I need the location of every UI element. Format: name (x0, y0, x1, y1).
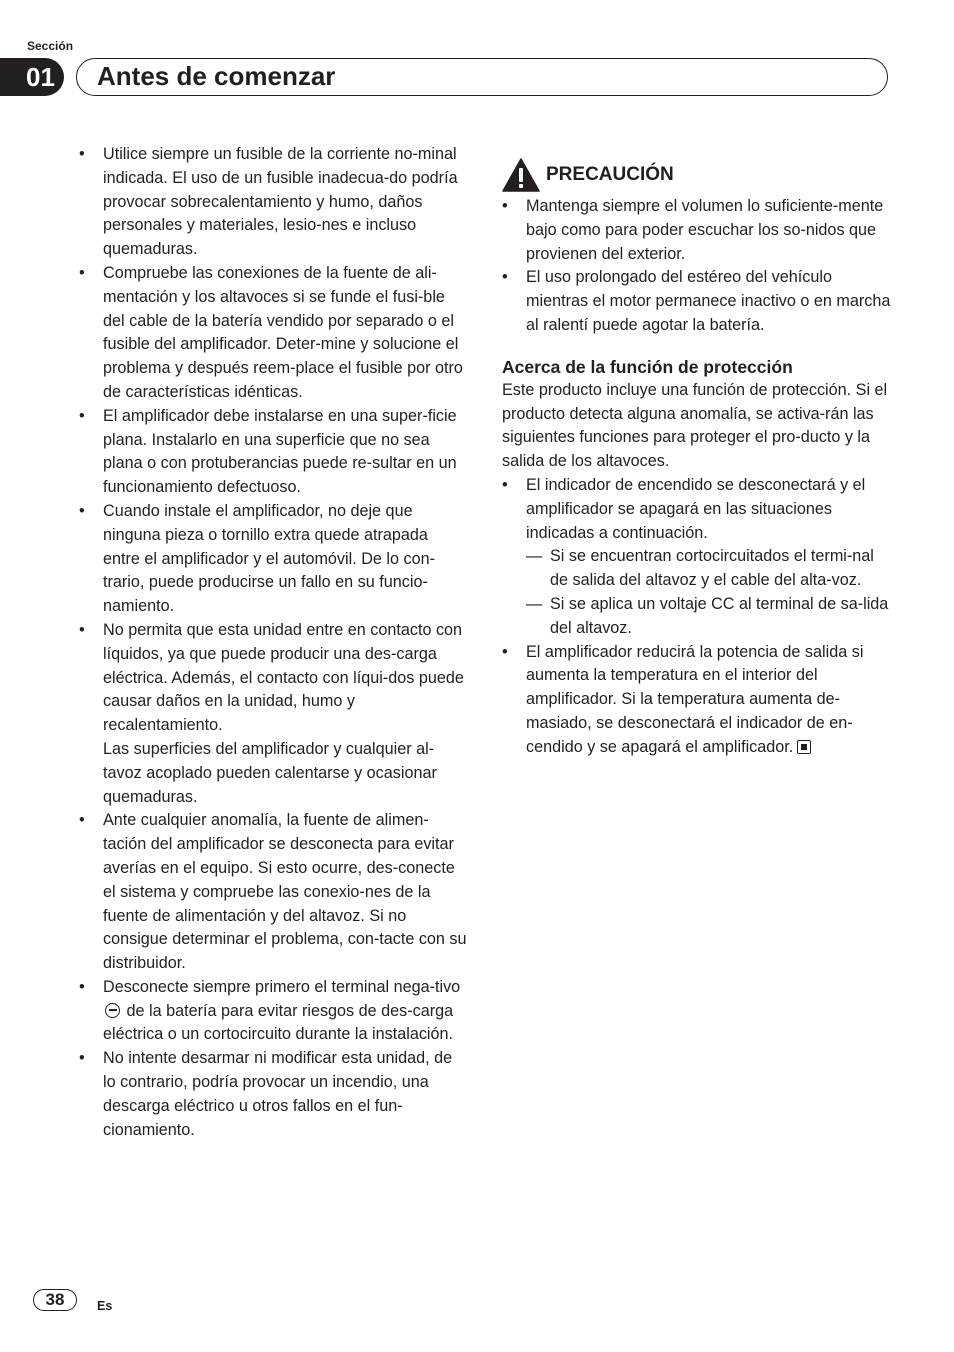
caution-list (502, 195, 894, 338)
list-item (79, 976, 469, 1047)
page-number: 38 (33, 1289, 77, 1311)
list-item: • El amplificador debe instalarse en una super-ficie plana. Instalarlo en una superficie que no sea plana o con protuberancias puede re-sultar en un funcionamiento defectuoso. (79, 405, 469, 500)
protection-heading: Acerca de la función de protección (502, 356, 793, 377)
left-column (79, 143, 469, 1142)
list-item: • No intente desarmar ni modificar esta unidad, de lo contrario, podría provocar un incendio, una descarga eléctrico u otros fallos en el fun-cionamiento. (79, 1047, 469, 1142)
list-item (502, 474, 894, 641)
left-bullet-list (79, 143, 469, 1142)
list-item: • Mantenga siempre el volumen lo suficiente-mente bajo como para poder escuchar los so-nidos que provienen del exterior. (502, 195, 894, 266)
right-column (502, 155, 894, 760)
list-item: • El uso prolongado del estéreo del vehículo mientras el motor permanece inactivo o en marcha al ralentí puede agotar la batería. (502, 266, 894, 337)
list-item (79, 619, 469, 809)
list-item: • Compruebe las conexiones de la fuente de ali-mentación y los altavoces si se funde el fusi-ble del cable de la batería vendido por separado o el fusible del amplificador. Deter-mine y solucione el problema y después reem-place el fusible por otro de características idénticas. (79, 262, 469, 405)
sub-list-item: — Si se encuentran cortocircuitados el termi-nal de salida del altavoz y el cable del alta-voz. (526, 545, 894, 593)
list-item-text-before: Desconecte siempre primero el terminal nega-tivo (103, 977, 461, 996)
protection-sublist (526, 545, 894, 640)
end-of-section-icon (797, 740, 811, 754)
section-number-tab: 01 (0, 58, 64, 96)
protection-list (502, 474, 894, 760)
list-item: • Utilice siempre un fusible de la corriente no-minal indicada. El uso de un fusible inadecua-do podría provocar sobrecalentamiento y humo, daños personales y materiales, lesio-nes e incluso quemaduras. (79, 143, 469, 262)
sub-list-item: — Si se aplica un voltaje CC al terminal de sa-lida del altavoz. (526, 593, 894, 641)
list-item-text-after: de la batería para evitar riesgos de des-carga eléctrica o un cortocircuito durante la instalación. (103, 1001, 454, 1044)
section-label: Sección (27, 39, 74, 53)
caution-header (502, 155, 894, 195)
list-item-text: No permita que esta unidad entre en contacto con líquidos, ya que puede producir una des-carga eléctrica. Además, el contacto con líqui-dos puede causar daños en la unidad, humo y recalentamiento. (103, 620, 464, 735)
minus-terminal-icon (105, 1003, 120, 1018)
protection-intro: Este producto incluye una función de protección. Si el producto detecta alguna anomalía, se activa-rán las siguientes funciones para proteger el pro-ducto y la salida de los altavoces. (502, 380, 888, 471)
list-item (502, 641, 894, 760)
list-item: • Ante cualquier anomalía, la fuente de alimen-tación del amplificador se desconecta para evitar averías en el equipo. Si esto ocurre, des-conecte el sistema y compruebe las conexio-nes de la fuente de alimentación y del altavoz. Si no consigue determinar el problema, con-tacte con su distribuidor. (79, 809, 469, 976)
language-code: Es (97, 1299, 113, 1313)
list-item-text: El indicador de encendido se desconectará y el amplificador se apagará en las situaciones indicadas a continuación. (526, 475, 866, 542)
caution-title: PRECAUCIÓN (546, 164, 674, 186)
warning-triangle-icon (502, 158, 540, 192)
list-item-text: El amplificador reducirá la potencia de salida si aumenta la temperatura en el interior del amplificador. Si la temperatura aumenta de-masiado, se desconectará el indicador de en-cendido y se apagará el amplificador. (526, 642, 864, 756)
chapter-title: Antes de comenzar (76, 58, 888, 96)
list-item-extra-paragraph: Las superficies del amplificador y cualquier al-tavoz acoplado pueden calentarse y ocasionar quemaduras. (103, 739, 437, 806)
list-item: • Cuando instale el amplificador, no deje que ninguna pieza o tornillo extra quede atrapada entre el amplificador y el automóvil. De lo con-trario, puede producirse un fallo en su funcio-namiento. (79, 500, 469, 619)
